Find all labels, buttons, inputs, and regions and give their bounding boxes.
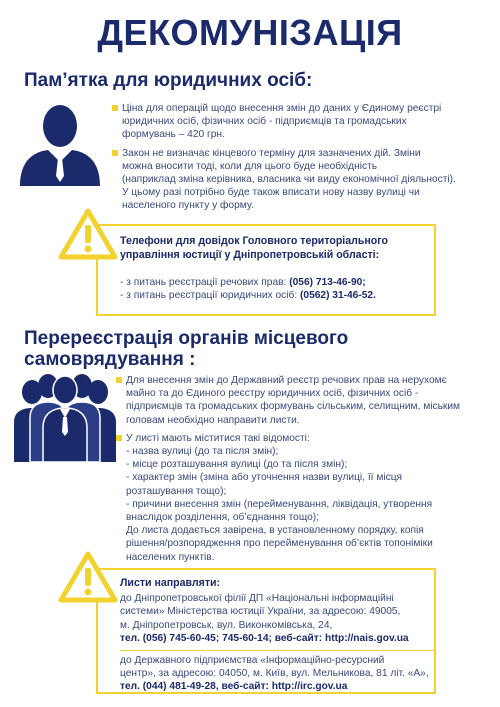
list-item: Ціна для операцій щодо внесення змін до даних у Єдиному реєстрі юридичних осіб, фізичних осіб - підприємців та громадських формувань – 420 грн. xyxy=(112,102,492,142)
section1-bullets xyxy=(112,102,492,218)
section2-heading: Перереєстрація органів місцевого самоврядування : xyxy=(24,328,349,370)
address-block-irc: до Державного підприємства «Інформаційно-ресурсний центр», за адресою: 04050, м. Київ, вул. Мельникова, 81 літ. «А», тел. (044) 481-49-28, веб-сайт: http://irc.gov.ua xyxy=(120,654,434,694)
address-block-nais: до Дніпропетровської філії ДП «Національні інформаційні системи» Міністерства юстиції України, за адресою: 49005, м. Дніпропетровськ, вул. Виконкомівська, 24, тел. (056) 745-60-45; 745-60-14; веб-сайт: http://nais.gov.ua xyxy=(120,592,434,646)
page-title: ДЕКОМУНІЗАЦІЯ xyxy=(97,12,403,53)
phones-box-title: Телефони для довідок Головного територіального управління юстиції у Дніпропетровській області: xyxy=(120,235,389,261)
phone-number: (056) 713-46-90; xyxy=(289,277,366,288)
letters-box-title: Листи направляти: xyxy=(120,577,221,589)
group-of-people-icon xyxy=(12,370,118,462)
divider xyxy=(120,650,434,651)
section2-bullets xyxy=(116,374,494,569)
letters-info-box xyxy=(96,568,436,694)
phone-number: (0562) 31-46-52. xyxy=(300,290,376,302)
phone-line-property: - з питань реєстрації речових прав: (056) 713-46-90; xyxy=(120,277,366,288)
warning-triangle-icon xyxy=(58,208,118,260)
list-item: Для внесення змін до Державний реєстр речових прав на нерухомє майно та до Єдиного реєстру юридичних осіб, фізичних осіб - підприємців та громадських формувань сільським, селищним, міським головам необхідно направити листи. xyxy=(116,374,494,427)
list-item: Закон не визначає кінцевого терміну для зазначених дій. Зміни можна вносити тоді, коли для цього буде необхідність (наприклад зміна керівника, власника чи виду економічної діяльності). У цьому разі потрібно буде також вписати нову назву вулиці чи населеного пункту у форму. xyxy=(112,147,492,213)
warning-triangle-icon xyxy=(58,551,118,603)
businessman-icon xyxy=(14,100,106,186)
section1-heading: Пам’ятка для юридичних осіб: xyxy=(24,70,313,91)
contacts-irc: тел. (044) 481-49-28, веб-сайт: http://irc.gov.ua xyxy=(120,681,348,693)
phones-info-box xyxy=(96,224,436,316)
list-item: У листі мають міститися такі відомості: - назва вулиці (до та після змін); - місце розташування вулиці (до та після змін); - характер змін (зміна або уточнення назви вулиці, її місця розташування тощо); - причини внесення змін (перейменування, ліквідація, утворення внаслідок розділення, об’єднання тощо); До листа додається завірена, в установленному порядку, копія рішення/розпорядження про перейменування об’єктів топоніміки населених пунктів. xyxy=(116,432,494,564)
contacts-nais: тел. (056) 745-60-45; 745-60-14; веб-сайт: http://nais.gov.ua xyxy=(120,633,409,645)
phone-line-legal: - з питань реєстрації юридичних осіб: (0562) 31-46-52. xyxy=(120,290,376,302)
